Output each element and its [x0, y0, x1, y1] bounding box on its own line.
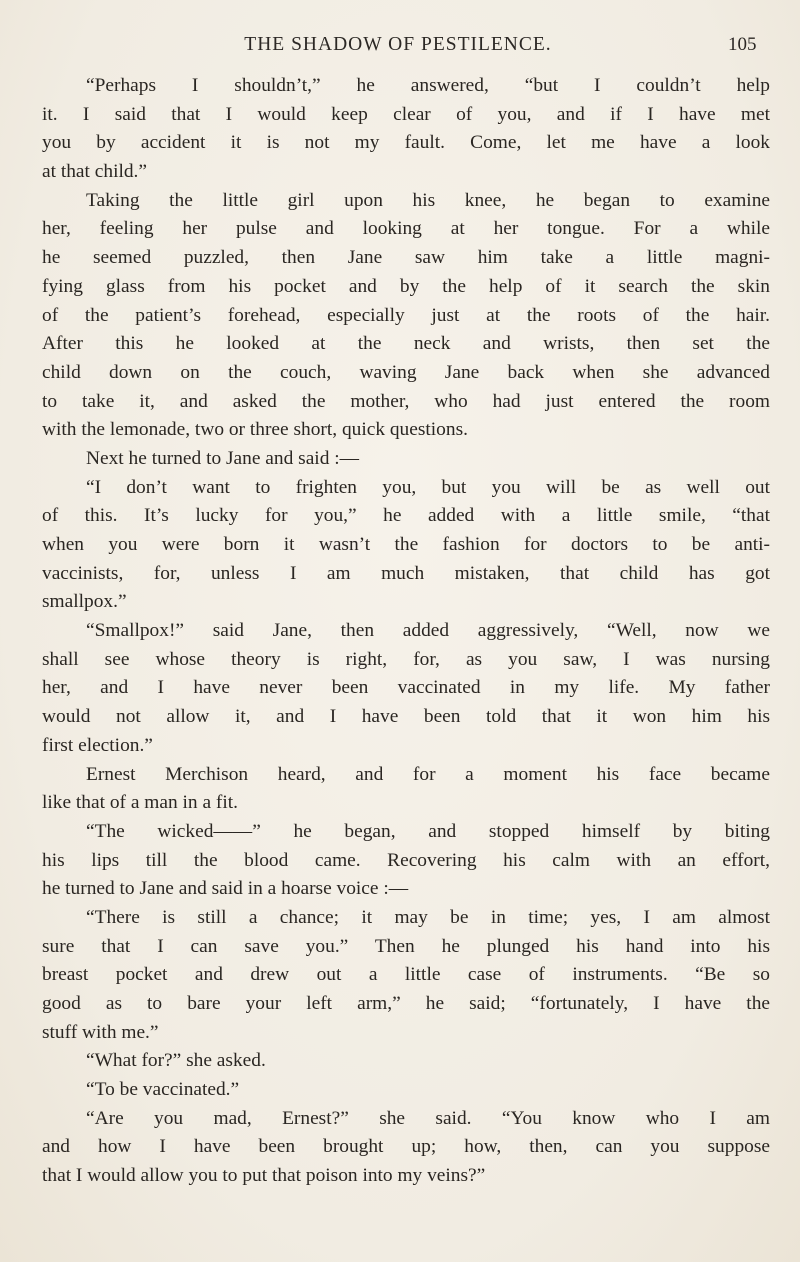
text-line: at that child.”	[42, 161, 147, 183]
text-line: “Perhaps I shouldn’t,” he answered, “but I couldn’t help	[86, 75, 770, 96]
text-line: shall see whose theory is right, for, as you saw, I was nursing	[42, 648, 770, 670]
text-line: with the lemonade, two or three short, quick questions.	[42, 419, 468, 441]
text-line: his lips till the blood came. Recovering his calm with an effort,	[42, 849, 770, 871]
text-line: he turned to Jane and said in a hoarse voice :—	[42, 878, 409, 900]
text-line: to take it, and asked the mother, who had just entered the room	[42, 390, 770, 412]
text-line: he seemed puzzled, then Jane saw him take a little magni-	[42, 247, 770, 269]
text-line: stuff with me.”	[42, 1021, 159, 1043]
text-line: sure that I can save you.” Then he plunged his hand into his	[42, 935, 770, 957]
text-line: when you were born it wasn’t the fashion for doctors to be anti-	[42, 534, 770, 555]
text-line: “To be vaccinated.”	[86, 1079, 240, 1101]
text-line: “Are you mad, Ernest?” she said. “You know who I am	[86, 1107, 770, 1129]
body-text	[42, 72, 770, 1191]
text-line: Next he turned to Jane and said :—	[86, 447, 360, 469]
text-line: Taking the little girl upon his knee, he began to examine	[86, 189, 770, 211]
text-line: “What for?” she asked.	[86, 1050, 266, 1072]
text-line: After this he looked at the neck and wrists, then set the	[42, 333, 770, 355]
running-title: THE SHADOW OF PESTILENCE.	[244, 34, 552, 55]
text-line: “Smallpox!” said Jane, then added aggressively, “Well, now we	[86, 620, 770, 642]
text-line: breast pocket and drew out a little case of instruments. “Be so	[42, 964, 770, 986]
text-line: and how I have been brought up; how, then, can you suppose	[42, 1136, 770, 1158]
text-line: “There is still a chance; it may be in time; yes, I am almost	[86, 906, 770, 928]
text-line: of this. It’s lucky for you,” he added with a little smile, “that	[42, 505, 770, 527]
page-number: 105	[728, 34, 757, 55]
text-line: her, feeling her pulse and looking at her tongue. For a while	[42, 218, 770, 240]
text-line: her, and I have never been vaccinated in my life. My father	[42, 677, 770, 699]
text-line: of the patient’s forehead, especially just at the roots of the hair.	[42, 304, 770, 326]
text-line: that I would allow you to put that poison into my veins?”	[42, 1165, 486, 1187]
text-line: good as to bare your left arm,” he said; “fortunately, I have the	[42, 993, 770, 1014]
text-line: child down on the couch, waving Jane back when she advanced	[42, 361, 770, 383]
text-line: fying glass from his pocket and by the help of it search the skin	[42, 275, 770, 297]
text-line: first election.”	[42, 734, 153, 756]
text-line: smallpox.”	[42, 591, 127, 613]
text-line: Ernest Merchison heard, and for a moment his face became	[86, 763, 770, 785]
text-line: vaccinists, for, unless I am much mistaken, that child has got	[42, 562, 770, 584]
text-line: like that of a man in a fit.	[42, 792, 238, 814]
text-line: you by accident it is not my fault. Come, let me have a look	[42, 132, 770, 154]
text-line: it. I said that I would keep clear of you, and if I have met	[42, 103, 770, 125]
text-line: “I don’t want to frighten you, but you will be as well out	[86, 476, 770, 498]
text-line: would not allow it, and I have been told that it won him his	[42, 706, 770, 728]
text-line: “The wicked——” he began, and stopped himself by biting	[86, 820, 770, 842]
